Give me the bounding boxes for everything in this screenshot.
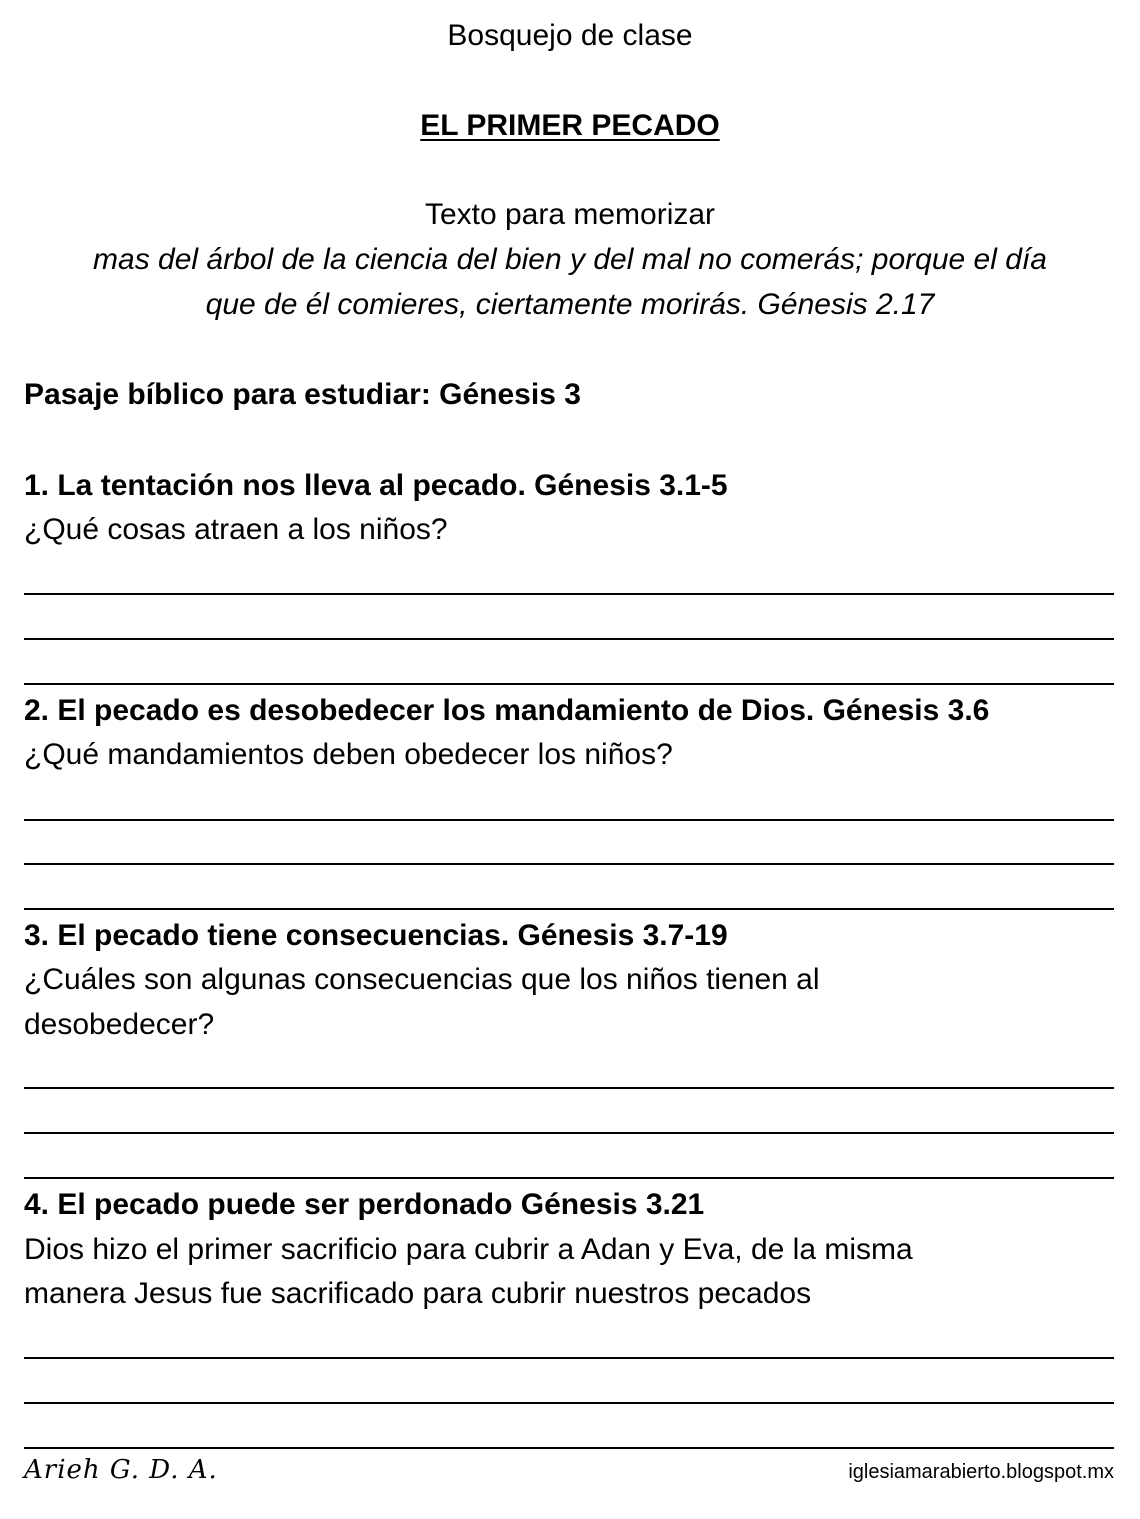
answer-line [24, 1357, 1114, 1359]
point-4-heading: 4. El pecado puede ser perdonado Génesis 3.21 [24, 1188, 705, 1221]
answer-line [24, 593, 1114, 595]
passage-reference: Pasaje bíblico para estudiar: Génesis 3 [24, 378, 581, 411]
memory-verse-line-2: que de él comieres, ciertamente morirás. Génesis 2.17 [205, 288, 935, 321]
worksheet-subtitle: Bosquejo de clase [447, 19, 693, 52]
worksheet-title: EL PRIMER PECADO [420, 109, 720, 142]
answer-line [24, 1177, 1114, 1179]
point-4-text-line-1: Dios hizo el primer sacrificio para cubrir a Adan y Eva, de la misma [24, 1233, 913, 1266]
point-2-heading: 2. El pecado es desobedecer los mandamiento de Dios. Génesis 3.6 [24, 694, 990, 727]
answer-line [24, 863, 1114, 865]
answer-line [24, 908, 1114, 910]
blog-url: iglesiamarabierto.blogspot.mx [848, 1461, 1114, 1483]
point-4-text-line-2: manera Jesus fue sacrificado para cubrir nuestros pecados [24, 1277, 812, 1310]
point-1-heading: 1. La tentación nos lleva al pecado. Génesis 3.1-5 [24, 469, 728, 502]
point-3-question-line-1: ¿Cuáles son algunas consecuencias que los niños tienen al [24, 963, 820, 996]
point-3-question-line-2: desobedecer? [24, 1008, 215, 1041]
answer-line [24, 683, 1114, 685]
memory-verse-line-1: mas del árbol de la ciencia del bien y del mal no comerás; porque el día [93, 243, 1047, 276]
author-signature: Arieh G. D. A. [24, 1455, 218, 1485]
point-2-question: ¿Qué mandamientos deben obedecer los niños? [24, 738, 673, 771]
answer-line [24, 1402, 1114, 1404]
answer-line [24, 1447, 1114, 1449]
answer-line [24, 638, 1114, 640]
answer-line [24, 1087, 1114, 1089]
point-1-question: ¿Qué cosas atraen a los niños? [24, 513, 448, 546]
answer-line [24, 819, 1114, 821]
memory-verse-label: Texto para memorizar [424, 198, 716, 231]
point-3-heading: 3. El pecado tiene consecuencias. Génesis 3.7-19 [24, 919, 728, 952]
answer-line [24, 1132, 1114, 1134]
